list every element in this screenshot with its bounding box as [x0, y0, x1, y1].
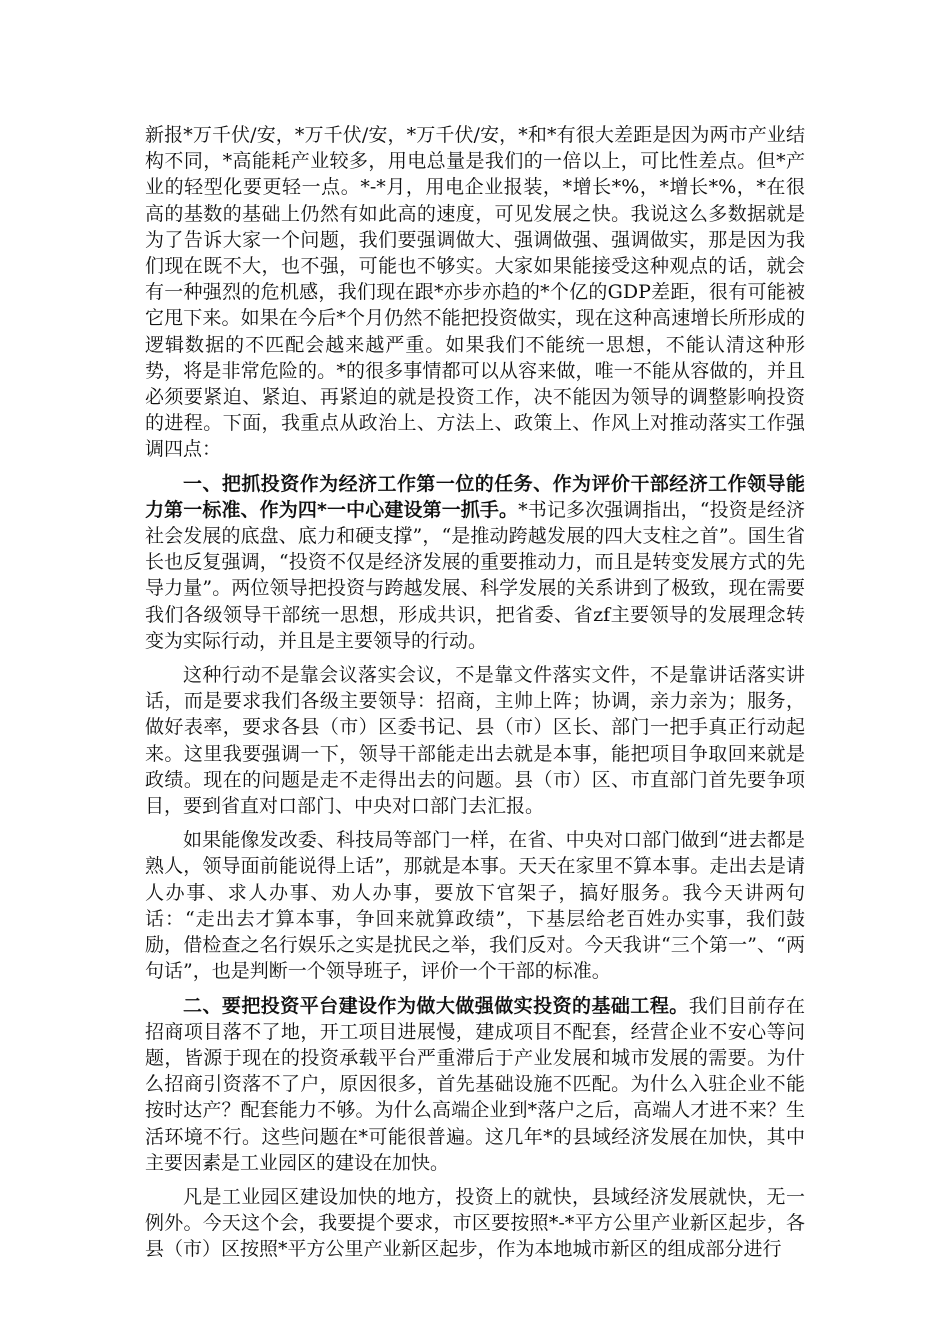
paragraph-text: 如果能像发改委、科技局等部门一样，在省、中央对口部门做到“进去都是熟人，领导面前能说得上话”，那就是本事。天天在家里不算本事。走出去是请人办事、求人办事、劝人办事，要放下官架子，搞好服务。我今天讲两句话：“走出去才算本事，争回来就算政绩”，下基层给老百姓办实事，我们鼓励，借检查之名行娱乐之实是扰民之举，我们反对。今天我讲“三个第一”、“两句话”，也是判断一个领导班子，评价一个干部的标准。	[145, 829, 805, 983]
paragraph-text: 新报*万千伏/安，*万千伏/安，*万千伏/安，*和*有很大差距是因为两市产业结构不同，*高能耗产业较多，用电总量是我们的一倍以上，可比性差点。但*产业的轻型化要更轻一点。*-*月，用电企业报装，*增长*%，*增长*%，*在很高的基数的基础上仍然有如此高的速度，可见发展之快。我说这么多数据就是为了告诉大家一个问题，我们要强调做大、强调做强、强调做实，那是因为我们现在既不大，也不强，可能也不够实。大家如果能接受这种观点的话，就会有一种强烈的危机感，我们现在跟*亦步亦趋的*个亿的GDP差距，很有可能被它甩下来。如果在今后*个月仍然不能把投资做实，现在这种高速增长所形成的逻辑数据的不匹配会越来越严重。如果我们不能统一思想，不能认清这种形势，将是非常危险的。*的很多事情都可以从容来做，唯一不能从容做的，并且必须要紧迫、紧迫、再紧迫的就是投资工作，决不能因为领导的调整影响投资的进程。下面，我重点从政治上、方法上、政策上、作风上对推动落实工作强调四点：	[145, 124, 805, 461]
paragraph-point-two	[145, 993, 805, 1176]
paragraph-capability	[145, 827, 805, 984]
paragraph-point-one	[145, 471, 805, 654]
paragraph-intro	[145, 122, 805, 463]
paragraph-action	[145, 662, 805, 819]
section-heading: 二、要把投资平台建设作为做大做强做实投资的基础工程。	[183, 994, 689, 1017]
document-page	[145, 122, 805, 1271]
section-heading: 一、把抓投资作为经济工作第一位的任务、作为评价干部经济工作领导能力第一标准、作为四*一中心建设第一抓手。	[145, 472, 805, 521]
paragraph-text: 我们目前存在招商项目落不了地，开工项目进展慢，建成项目不配套，经营企业不安心等问题，皆源于现在的投资承载平台严重滞后于产业发展和城市发展的需要。为什么招商引资落不了户，原因很多，首先基础设施不匹配。为什么入驻企业不能按时达产？配套能力不够。为什么高端企业到*落户之后，高端人才进不来？生活环境不行。这些问题在*可能很普遍。这几年*的县域经济发展在加快，其中主要因素是工业园区的建设在加快。	[145, 994, 805, 1174]
paragraph-industrial-park	[145, 1184, 805, 1263]
paragraph-text: 这种行动不是靠会议落实会议，不是靠文件落实文件，不是靠讲话落实讲话，而是要求我们各级主要领导：招商，主帅上阵；协调，亲力亲为；服务，做好表率，要求各县（市）区委书记、县（市）区长、部门一把手真正行动起来。这里我要强调一下，领导干部能走出去就是本事，能把项目争取回来就是政绩。现在的问题是走不走得出去的问题。县（市）区、市直部门首先要争项目，要到省直对口部门、中央对口部门去汇报。	[145, 664, 805, 818]
paragraph-text: *书记多次强调指出，“投资是经济社会发展的底盘、底力和硬支撑”，“是推动跨越发展的四大支柱之首”。国生省长也反复强调，“投资不仅是经济发展的重要推动力，而且是转变发展方式的先导力量”。两位领导把投资与跨越发展、科学发展的关系讲到了极致，现在需要我们各级领导干部统一思想，形成共识，把省委、省zf主要领导的发展理念转变为实际行动，并且是主要领导的行动。	[145, 498, 806, 652]
paragraph-text: 凡是工业园区建设加快的地方，投资上的就快，县域经济发展就快，无一例外。今天这个会，我要提个要求，市区要按照*-*平方公里产业新区起步，各县（市）区按照*平方公里产业新区起步，作为本地城市新区的组成部分进行	[145, 1185, 805, 1261]
